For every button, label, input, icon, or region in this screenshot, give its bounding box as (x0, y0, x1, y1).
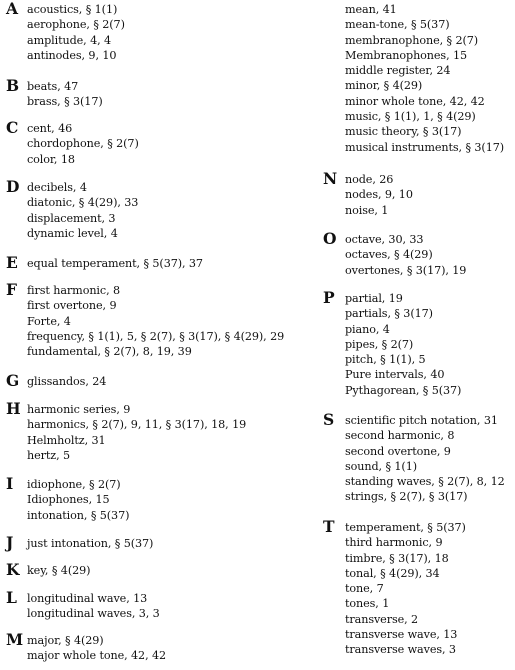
index-entry: aerophone, § 2(7) (27, 18, 125, 32)
index-entry: Idiophones, 15 (27, 493, 110, 507)
index-letter: F (6, 280, 18, 299)
index-entry: frequency, § 1(1), 5, § 2(7), § 3(17), § 4(29), 29 (27, 329, 285, 343)
index-entry: octaves, § 4(29) (345, 248, 433, 262)
index-entries (27, 374, 106, 389)
index-entry: membranophone, § 2(7) (345, 33, 479, 47)
index-entries (27, 563, 90, 578)
index-entry: intonation, § 5(37) (27, 508, 130, 522)
index-entry: displacement, 3 (27, 211, 116, 225)
index-entries (27, 633, 166, 664)
index-entry: beats, 47 (27, 80, 79, 93)
index-entries (345, 172, 413, 218)
index-entry: key, § 4(29) (27, 564, 91, 577)
index-letter: G (6, 371, 20, 390)
index-letter: I (6, 474, 14, 493)
index-letter: D (6, 177, 20, 196)
index-letter: O (323, 229, 337, 248)
index-entry: diatonic, § 4(29), 33 (27, 196, 139, 210)
index-entry: minor whole tone, 42, 42 (345, 94, 485, 108)
index-letter: P (323, 288, 335, 307)
index-entry: pitch, § 1(1), 5 (345, 353, 426, 367)
index-entry: temperament, § 5(37) (345, 521, 466, 534)
index-letter: A (6, 0, 19, 18)
index-entry: strings, § 2(7), § 3(17) (345, 490, 468, 504)
index-letter: E (6, 253, 18, 272)
index-entries (27, 121, 139, 167)
index-entry: glissandos, 24 (27, 375, 107, 388)
index-entry: longitudinal wave, 13 (27, 592, 148, 605)
index-entries (27, 591, 160, 622)
index-entry: noise, 1 (345, 203, 389, 217)
index-entries (27, 256, 203, 271)
index-letter: T (323, 517, 335, 536)
index-entry: transverse, 2 (345, 612, 419, 626)
index-entry: node, 26 (345, 173, 394, 186)
index-entry: piano, 4 (345, 322, 390, 336)
index-entries (27, 536, 153, 551)
index-entry: just intonation, § 5(37) (27, 537, 154, 550)
index-entry: equal temperament, § 5(37), 37 (27, 257, 203, 270)
index-entries (27, 79, 103, 110)
index-entry: cent, 46 (27, 122, 73, 135)
index-entry: second harmonic, 8 (345, 429, 455, 443)
index-entry: first harmonic, 8 (27, 284, 121, 297)
index-entry: chordophone, § 2(7) (27, 137, 139, 151)
index-entry: pipes, § 2(7) (345, 337, 414, 351)
index-entry: idiophone, § 2(7) (27, 478, 121, 491)
index-entry: color, 18 (27, 152, 75, 166)
index-entry: transverse waves, 3 (345, 643, 456, 657)
index-entry: overtones, § 3(17), 19 (345, 263, 467, 277)
index-entries (345, 2, 504, 155)
index-letter: N (323, 169, 338, 188)
index-entries (27, 402, 246, 463)
index-entry: tone, 7 (345, 582, 384, 596)
index-entry: second overtone, 9 (345, 444, 451, 458)
index-letter: S (323, 410, 335, 429)
index-entry: third harmonic, 9 (345, 536, 443, 550)
index-entry: first overtone, 9 (27, 299, 117, 313)
index-entry: brass, § 3(17) (27, 95, 103, 109)
index-entry: major, § 4(29) (27, 634, 104, 647)
index-entries (27, 180, 138, 241)
index-entries (27, 283, 284, 359)
index-entries (345, 291, 461, 398)
index-entry: amplitude, 4, 4 (27, 33, 112, 47)
index-letter: J (6, 533, 14, 552)
index-entry: fundamental, § 2(7), 8, 19, 39 (27, 345, 192, 359)
index-letter: K (6, 560, 20, 579)
index-entry: harmonic series, 9 (27, 403, 131, 416)
index-entry: Helmholtz, 31 (27, 433, 106, 447)
index-entry: Forte, 4 (27, 314, 71, 328)
index-entry: middle register, 24 (345, 64, 451, 78)
index-entry: standing waves, § 2(7), 8, 12 (345, 475, 505, 489)
index-letter: B (6, 76, 20, 95)
index-entry: Membranophones, 15 (345, 48, 468, 62)
index-entry: harmonics, § 2(7), 9, 11, § 3(17), 18, 19 (27, 418, 247, 432)
index-entry: octave, 30, 33 (345, 233, 424, 246)
index-letter: L (6, 588, 17, 607)
index-entry: timbre, § 3(17), 18 (345, 551, 449, 565)
index-letter: C (6, 118, 19, 137)
index-entry: Pure intervals, 40 (345, 368, 445, 382)
index-letter: H (6, 399, 21, 418)
index-entries (345, 520, 466, 658)
index-letter: M (6, 630, 24, 649)
index-entries (345, 232, 466, 278)
index-entry: tones, 1 (345, 597, 390, 611)
index-entry: scientific pitch notation, 31 (345, 414, 498, 427)
index-entry: sound, § 1(1) (345, 459, 417, 473)
index-entry: transverse wave, 13 (345, 628, 458, 642)
index-entry: dynamic level, 4 (27, 226, 118, 240)
index-entry: musical instruments, § 3(17) (345, 140, 504, 154)
index-entry: Pythagorean, § 5(37) (345, 383, 462, 397)
index-entry: hertz, 5 (27, 448, 70, 462)
index-entry: mean, 41 (345, 3, 397, 16)
index-entry: nodes, 9, 10 (345, 188, 413, 202)
index-entry: mean-tone, § 5(37) (345, 18, 450, 32)
index-entry: music theory, § 3(17) (345, 125, 462, 139)
index-entry: partials, § 3(17) (345, 307, 433, 321)
index-entry: longitudinal waves, 3, 3 (27, 607, 160, 621)
index-entry: decibels, 4 (27, 181, 87, 194)
index-entry: tonal, § 4(29), 34 (345, 566, 440, 580)
index-entry: music, § 1(1), 1, § 4(29) (345, 110, 476, 124)
index-entries (27, 2, 125, 63)
index-entry: acoustics, § 1(1) (27, 3, 118, 16)
index-entries (345, 413, 505, 505)
index-entries (27, 477, 129, 523)
index-entry: minor, § 4(29) (345, 79, 423, 93)
index-entry: antinodes, 9, 10 (27, 48, 117, 62)
index-entry: partial, 19 (345, 292, 403, 305)
index-entry: major whole tone, 42, 42 (27, 649, 167, 663)
